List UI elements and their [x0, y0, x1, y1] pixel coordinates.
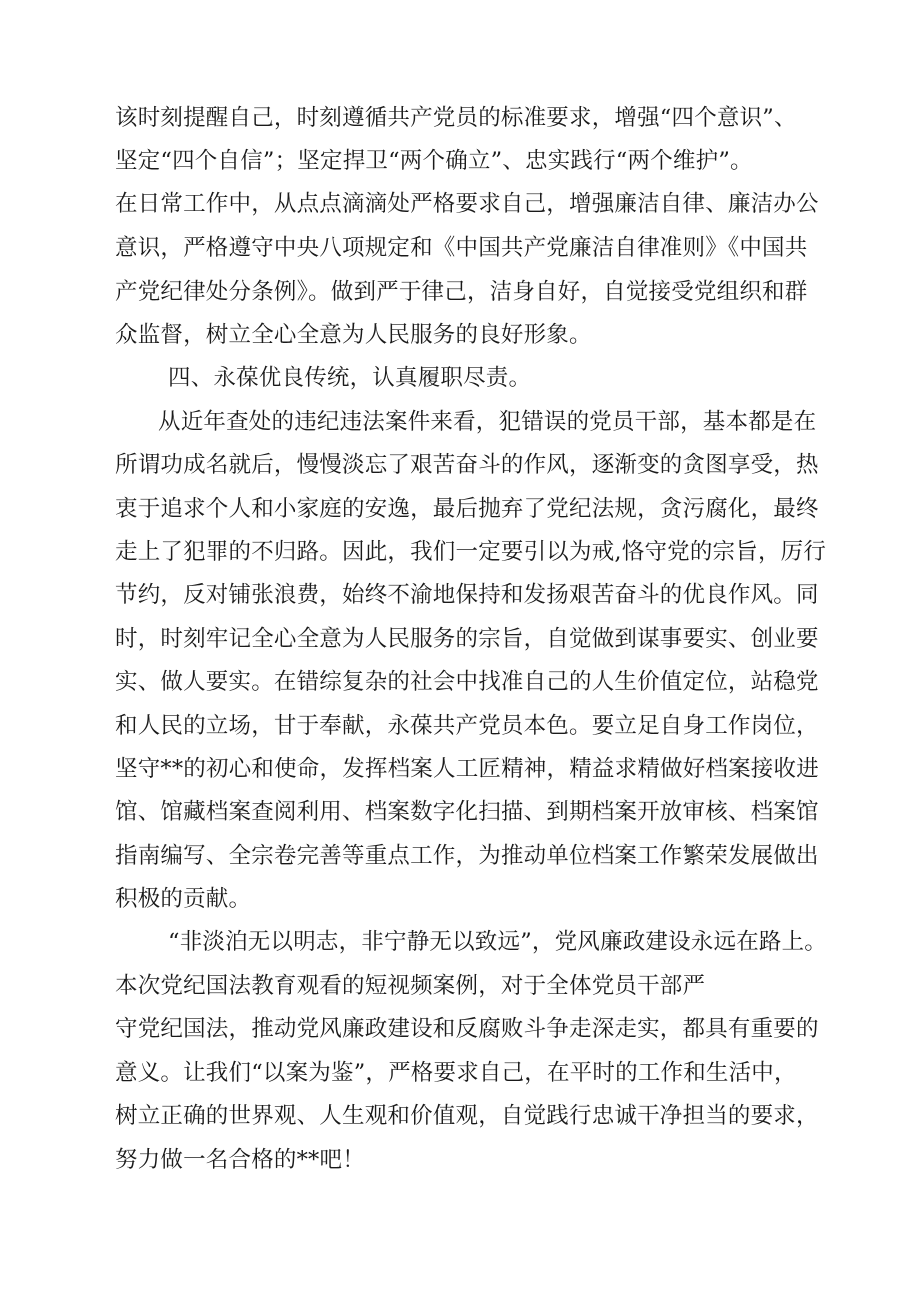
text-line: 和人民的立场，甘于奉献，永葆共产党员本色。要立足自身工作岗位，	[115, 713, 819, 739]
text-line: 众监督，树立全心全意为人民服务的良好形象。	[115, 322, 592, 348]
text-line: 该时刻提醒自己，时刻遵循共产党员的标准要求，增强“四个意识”、	[115, 105, 797, 131]
text-line: 守党纪国法，推动党风廉政建设和反腐败斗争走深走实，都具有重要的	[115, 1016, 819, 1042]
text-line: 节约，反对铺张浪费，始终不渝地保持和发扬艰苦奋斗的优良作风。同	[115, 582, 819, 608]
text-line: 树立正确的世界观、人生观和价值观，自觉践行忠诚干净担当的要求，	[115, 1103, 819, 1129]
text-line: “非淡泊无以明志，非宁静无以致远”，党风廉政建设永远在路上。	[168, 929, 828, 955]
text-line: 指南编写、全宗卷完善等重点工作，为推动单位档案工作繁荣发展做出	[115, 843, 819, 869]
section-heading: 四、永葆优良传统，认真履职尽责。	[168, 365, 532, 391]
text-line: 积极的贡献。	[115, 886, 252, 912]
text-line: 意义。让我们“以案为鉴”，严格要求自己，在平时的工作和生活中，	[115, 1060, 797, 1086]
text-line: 时，时刻牢记全心全意为人民服务的宗旨，自觉做到谋事要实、创业要	[115, 626, 819, 652]
text-line: 衷于追求个人和小家庭的安逸，最后抛弃了党纪法规，贪污腐化，最终	[115, 496, 819, 522]
text-line: 所谓功成名就后，慢慢淡忘了艰苦奋斗的作风，逐渐变的贪图享受，热	[115, 452, 819, 478]
text-line: 坚定“四个自信”；坚定捍卫“两个确立”、忠实践行“两个维护”。	[115, 148, 753, 174]
text-line: 本次党纪国法教育观看的短视频案例，对于全体党员干部严	[115, 973, 706, 999]
text-line: 从近年查处的违纪违法案件来看，犯错误的党员干部，基本都是在	[158, 409, 817, 435]
text-line: 坚守**的初心和使命，发挥档案人工匠精神，精益求精做好档案接收进	[115, 756, 819, 782]
text-line: 实、做人要实。在错综复杂的社会中找准自己的人生价值定位，站稳党	[115, 669, 819, 695]
text-line: 产党纪律处分条例》。做到严于律己，洁身自好，自觉接受党组织和群	[115, 279, 808, 305]
text-line: 馆、馆藏档案查阅利用、档案数字化扫描、到期档案开放审核、档案馆	[115, 799, 819, 825]
text-line: 走上了犯罪的不归路。因此，我们一定要引以为戒,恪守党的宗旨，厉行	[115, 539, 827, 565]
text-line: 在日常工作中，从点点滴滴处严格要求自己，增强廉洁自律、廉洁办公	[115, 191, 819, 217]
text-line: 努力做一名合格的**吧！	[115, 1147, 365, 1173]
text-line: 意识，严格遵守中央八项规定和《中国共产党廉洁自律准则》《中国共	[115, 235, 808, 261]
